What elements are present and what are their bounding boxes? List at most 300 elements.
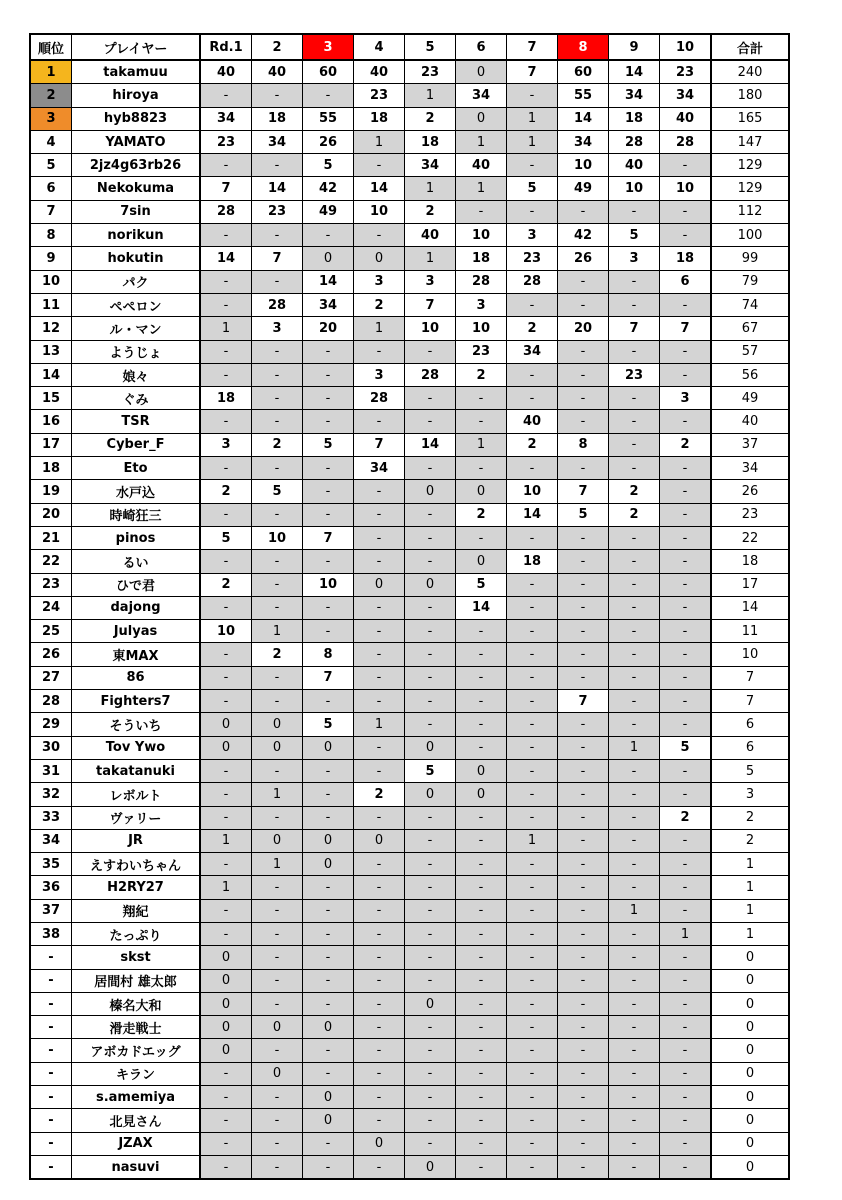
score-cell: -: [660, 992, 712, 1015]
total-cell: 6: [711, 713, 789, 736]
score-cell: 18: [354, 107, 405, 130]
score-cell: -: [405, 457, 456, 480]
score-cell: -: [660, 457, 712, 480]
header-round-7: 7: [507, 34, 558, 60]
score-cell: 5: [405, 759, 456, 782]
score-cell: -: [660, 853, 712, 876]
score-cell: -: [660, 690, 712, 713]
score-cell: -: [303, 759, 354, 782]
player-name: H2RY27: [72, 876, 201, 899]
total-cell: 79: [711, 270, 789, 293]
score-cell: 2: [252, 643, 303, 666]
score-cell: -: [252, 969, 303, 992]
score-cell: -: [405, 853, 456, 876]
score-cell: -: [456, 1155, 507, 1179]
score-cell: 8: [303, 643, 354, 666]
score-cell: -: [609, 620, 660, 643]
score-cell: -: [456, 899, 507, 922]
table-row: [30, 270, 789, 293]
score-cell: -: [507, 526, 558, 549]
rank-cell: 31: [30, 759, 72, 782]
score-cell: 7: [303, 526, 354, 549]
total-cell: 1: [711, 853, 789, 876]
score-cell: 0: [252, 829, 303, 852]
score-cell: 2: [507, 317, 558, 340]
score-cell: -: [405, 1039, 456, 1062]
score-cell: 7: [200, 177, 252, 200]
table-row: [30, 1132, 789, 1155]
score-cell: 0: [405, 480, 456, 503]
score-cell: -: [200, 270, 252, 293]
score-cell: 34: [660, 84, 712, 107]
score-cell: 10: [456, 224, 507, 247]
score-cell: -: [609, 1132, 660, 1155]
score-cell: -: [507, 853, 558, 876]
rank-cell: 23: [30, 573, 72, 596]
score-cell: -: [200, 154, 252, 177]
score-cell: -: [660, 200, 712, 223]
score-cell: -: [558, 1016, 609, 1039]
score-cell: -: [507, 783, 558, 806]
total-cell: 10: [711, 643, 789, 666]
score-cell: 26: [558, 247, 609, 270]
score-cell: -: [558, 713, 609, 736]
total-cell: 2: [711, 829, 789, 852]
score-cell: -: [507, 713, 558, 736]
table-row: [30, 247, 789, 270]
score-cell: 10: [660, 177, 712, 200]
score-cell: -: [200, 666, 252, 689]
score-cell: 26: [303, 130, 354, 153]
table-row: [30, 643, 789, 666]
total-cell: 0: [711, 1039, 789, 1062]
score-cell: 1: [507, 829, 558, 852]
header-rank: 順位: [30, 34, 72, 60]
score-cell: -: [507, 1016, 558, 1039]
score-cell: 14: [507, 503, 558, 526]
score-cell: -: [252, 84, 303, 107]
score-cell: -: [405, 643, 456, 666]
score-cell: -: [660, 1132, 712, 1155]
score-cell: -: [200, 643, 252, 666]
score-cell: -: [405, 806, 456, 829]
player-name: たっぷり: [72, 922, 201, 945]
total-cell: 129: [711, 154, 789, 177]
total-cell: 0: [711, 1155, 789, 1179]
player-name: hyb8823: [72, 107, 201, 130]
table-row: [30, 1062, 789, 1085]
score-cell: -: [558, 876, 609, 899]
score-cell: -: [456, 620, 507, 643]
table-row: [30, 853, 789, 876]
score-cell: -: [609, 457, 660, 480]
total-cell: 1: [711, 876, 789, 899]
rank-cell: 36: [30, 876, 72, 899]
score-cell: -: [354, 806, 405, 829]
player-name: JR: [72, 829, 201, 852]
score-cell: -: [507, 1132, 558, 1155]
score-cell: 3: [507, 224, 558, 247]
score-cell: 10: [558, 154, 609, 177]
score-cell: 1: [200, 829, 252, 852]
score-cell: -: [200, 224, 252, 247]
player-name: 滑走戦士: [72, 1016, 201, 1039]
score-cell: -: [303, 1155, 354, 1179]
score-cell: 2: [507, 433, 558, 456]
score-cell: -: [456, 969, 507, 992]
player-name: るい: [72, 550, 201, 573]
header-round-3: 3: [303, 34, 354, 60]
score-cell: 2: [252, 433, 303, 456]
score-cell: -: [354, 340, 405, 363]
score-cell: -: [558, 1039, 609, 1062]
score-cell: -: [507, 573, 558, 596]
score-cell: -: [456, 526, 507, 549]
score-cell: 2: [660, 806, 712, 829]
score-cell: -: [354, 946, 405, 969]
score-cell: -: [456, 387, 507, 410]
score-cell: 0: [303, 829, 354, 852]
header-round-9: 9: [609, 34, 660, 60]
player-name: hiroya: [72, 84, 201, 107]
score-cell: 1: [354, 317, 405, 340]
score-cell: -: [660, 620, 712, 643]
score-cell: -: [660, 526, 712, 549]
score-cell: -: [354, 853, 405, 876]
score-cell: 34: [456, 84, 507, 107]
score-cell: -: [609, 410, 660, 433]
rank-cell: 16: [30, 410, 72, 433]
score-cell: 0: [405, 573, 456, 596]
score-cell: 6: [660, 270, 712, 293]
score-cell: 14: [354, 177, 405, 200]
score-cell: -: [252, 690, 303, 713]
score-cell: 0: [405, 783, 456, 806]
score-cell: -: [252, 806, 303, 829]
rank-cell: 7: [30, 200, 72, 223]
score-cell: 1: [405, 247, 456, 270]
score-cell: -: [558, 363, 609, 386]
score-cell: -: [660, 550, 712, 573]
score-cell: -: [558, 946, 609, 969]
score-cell: -: [507, 899, 558, 922]
score-cell: -: [456, 1109, 507, 1132]
score-cell: 10: [405, 317, 456, 340]
score-cell: -: [609, 853, 660, 876]
player-name: hokutin: [72, 247, 201, 270]
player-name: skst: [72, 946, 201, 969]
score-cell: -: [456, 806, 507, 829]
total-cell: 6: [711, 736, 789, 759]
score-cell: 5: [660, 736, 712, 759]
score-cell: -: [609, 550, 660, 573]
score-cell: -: [660, 1039, 712, 1062]
score-cell: -: [507, 363, 558, 386]
score-cell: 28: [405, 363, 456, 386]
score-cell: -: [200, 503, 252, 526]
rank-cell: 25: [30, 620, 72, 643]
rank-cell: -: [30, 1062, 72, 1085]
rank-cell: 8: [30, 224, 72, 247]
score-cell: 1: [609, 899, 660, 922]
score-cell: -: [609, 643, 660, 666]
rank-cell: 26: [30, 643, 72, 666]
total-cell: 26: [711, 480, 789, 503]
score-cell: 18: [252, 107, 303, 130]
score-cell: -: [456, 1016, 507, 1039]
score-cell: 0: [252, 713, 303, 736]
score-cell: 1: [456, 130, 507, 153]
score-cell: -: [200, 783, 252, 806]
score-cell: -: [660, 969, 712, 992]
total-cell: 14: [711, 596, 789, 619]
score-cell: 40: [456, 154, 507, 177]
score-cell: -: [660, 899, 712, 922]
score-cell: 18: [609, 107, 660, 130]
score-cell: -: [303, 550, 354, 573]
total-cell: 0: [711, 1109, 789, 1132]
score-cell: -: [609, 690, 660, 713]
score-cell: -: [507, 1039, 558, 1062]
table-row: [30, 1109, 789, 1132]
score-cell: 2: [609, 503, 660, 526]
score-cell: 5: [456, 573, 507, 596]
score-cell: -: [200, 1062, 252, 1085]
score-cell: -: [660, 340, 712, 363]
rank-cell: 38: [30, 922, 72, 945]
table-row: [30, 503, 789, 526]
score-cell: -: [558, 783, 609, 806]
player-name: そういち: [72, 713, 201, 736]
score-cell: -: [609, 1039, 660, 1062]
score-cell: -: [558, 736, 609, 759]
player-name: ひで君: [72, 573, 201, 596]
score-cell: 1: [507, 107, 558, 130]
total-cell: 23: [711, 503, 789, 526]
score-cell: 5: [609, 224, 660, 247]
rank-cell: 3: [30, 107, 72, 130]
score-cell: 28: [456, 270, 507, 293]
player-name: ペペロン: [72, 293, 201, 316]
table-row: [30, 829, 789, 852]
score-cell: -: [252, 410, 303, 433]
score-cell: -: [609, 759, 660, 782]
score-cell: -: [609, 829, 660, 852]
score-cell: -: [354, 736, 405, 759]
rank-cell: 5: [30, 154, 72, 177]
score-cell: -: [558, 573, 609, 596]
score-cell: -: [405, 922, 456, 945]
score-cell: -: [354, 550, 405, 573]
score-cell: -: [660, 829, 712, 852]
score-cell: 18: [456, 247, 507, 270]
header-total: 合計: [711, 34, 789, 60]
score-cell: -: [507, 690, 558, 713]
score-cell: -: [609, 433, 660, 456]
score-cell: -: [303, 1039, 354, 1062]
score-cell: -: [252, 899, 303, 922]
total-cell: 7: [711, 690, 789, 713]
score-cell: -: [558, 387, 609, 410]
score-cell: -: [303, 806, 354, 829]
score-cell: -: [252, 363, 303, 386]
score-cell: 7: [405, 293, 456, 316]
player-name: dajong: [72, 596, 201, 619]
score-cell: 7: [354, 433, 405, 456]
score-cell: -: [660, 503, 712, 526]
score-cell: -: [609, 783, 660, 806]
score-cell: -: [303, 922, 354, 945]
score-cell: 20: [558, 317, 609, 340]
player-name: 榛名大和: [72, 992, 201, 1015]
score-cell: -: [252, 1155, 303, 1179]
rank-cell: 17: [30, 433, 72, 456]
score-cell: -: [354, 899, 405, 922]
total-cell: 147: [711, 130, 789, 153]
score-cell: 1: [507, 130, 558, 153]
total-cell: 0: [711, 1062, 789, 1085]
score-cell: -: [354, 503, 405, 526]
score-cell: 7: [609, 317, 660, 340]
score-cell: -: [558, 853, 609, 876]
score-cell: 2: [200, 573, 252, 596]
score-cell: -: [354, 620, 405, 643]
score-cell: -: [405, 1109, 456, 1132]
score-cell: 34: [200, 107, 252, 130]
score-cell: 1: [252, 620, 303, 643]
score-cell: -: [507, 200, 558, 223]
rank-cell: 32: [30, 783, 72, 806]
player-name: takamuu: [72, 60, 201, 84]
score-cell: -: [354, 922, 405, 945]
score-cell: 1: [405, 84, 456, 107]
table-row: [30, 922, 789, 945]
score-cell: -: [252, 946, 303, 969]
player-name: nasuvi: [72, 1155, 201, 1179]
rank-cell: 20: [30, 503, 72, 526]
score-cell: -: [303, 503, 354, 526]
total-cell: 180: [711, 84, 789, 107]
score-cell: 0: [354, 1132, 405, 1155]
score-cell: -: [660, 410, 712, 433]
score-cell: -: [354, 969, 405, 992]
score-cell: -: [609, 969, 660, 992]
score-cell: -: [354, 1109, 405, 1132]
score-cell: -: [405, 340, 456, 363]
score-cell: -: [660, 573, 712, 596]
total-cell: 129: [711, 177, 789, 200]
table-row: [30, 293, 789, 316]
score-cell: 34: [303, 293, 354, 316]
score-cell: -: [200, 1086, 252, 1109]
score-cell: -: [456, 200, 507, 223]
header-round-6: 6: [456, 34, 507, 60]
table-row: [30, 690, 789, 713]
score-cell: -: [303, 969, 354, 992]
score-cell: -: [303, 84, 354, 107]
total-cell: 240: [711, 60, 789, 84]
score-cell: 0: [252, 1062, 303, 1085]
table-row: [30, 224, 789, 247]
score-cell: 0: [405, 1155, 456, 1179]
score-cell: 34: [558, 130, 609, 153]
rank-cell: 4: [30, 130, 72, 153]
rank-cell: 2: [30, 84, 72, 107]
rank-cell: 12: [30, 317, 72, 340]
table-row: [30, 759, 789, 782]
score-cell: -: [200, 853, 252, 876]
score-cell: -: [609, 573, 660, 596]
score-cell: 40: [609, 154, 660, 177]
score-cell: 0: [456, 60, 507, 84]
score-cell: 0: [200, 713, 252, 736]
score-cell: -: [456, 922, 507, 945]
score-cell: -: [354, 690, 405, 713]
score-cell: -: [252, 270, 303, 293]
total-cell: 1: [711, 922, 789, 945]
score-cell: -: [609, 596, 660, 619]
score-cell: -: [507, 876, 558, 899]
score-cell: -: [660, 1086, 712, 1109]
total-cell: 0: [711, 969, 789, 992]
score-cell: -: [456, 1062, 507, 1085]
player-name: アボカドエッグ: [72, 1039, 201, 1062]
score-cell: -: [660, 876, 712, 899]
header-player: プレイヤー: [72, 34, 201, 60]
score-cell: 1: [456, 177, 507, 200]
score-cell: 49: [303, 200, 354, 223]
score-cell: -: [405, 969, 456, 992]
score-cell: -: [456, 1086, 507, 1109]
score-cell: -: [303, 1062, 354, 1085]
score-cell: -: [405, 666, 456, 689]
score-cell: -: [354, 1086, 405, 1109]
table-row: [30, 60, 789, 84]
score-cell: 0: [456, 107, 507, 130]
score-cell: -: [456, 829, 507, 852]
rank-cell: 21: [30, 526, 72, 549]
score-cell: -: [558, 969, 609, 992]
score-cell: -: [303, 783, 354, 806]
score-cell: -: [456, 853, 507, 876]
player-name: 水戸込: [72, 480, 201, 503]
score-cell: -: [558, 200, 609, 223]
score-cell: 10: [252, 526, 303, 549]
score-cell: -: [200, 363, 252, 386]
total-cell: 11: [711, 620, 789, 643]
score-cell: 40: [507, 410, 558, 433]
score-cell: 1: [354, 713, 405, 736]
score-cell: -: [507, 84, 558, 107]
score-cell: -: [354, 526, 405, 549]
score-cell: -: [609, 200, 660, 223]
score-cell: 20: [303, 317, 354, 340]
score-cell: -: [507, 946, 558, 969]
rank-cell: 35: [30, 853, 72, 876]
score-cell: -: [507, 1155, 558, 1179]
score-cell: -: [303, 457, 354, 480]
rank-cell: 30: [30, 736, 72, 759]
score-cell: -: [507, 643, 558, 666]
score-cell: 7: [303, 666, 354, 689]
total-cell: 3: [711, 783, 789, 806]
table-row: [30, 107, 789, 130]
table-row: [30, 84, 789, 107]
total-cell: 18: [711, 550, 789, 573]
player-name: ぐみ: [72, 387, 201, 410]
score-cell: -: [507, 806, 558, 829]
score-cell: -: [558, 1155, 609, 1179]
